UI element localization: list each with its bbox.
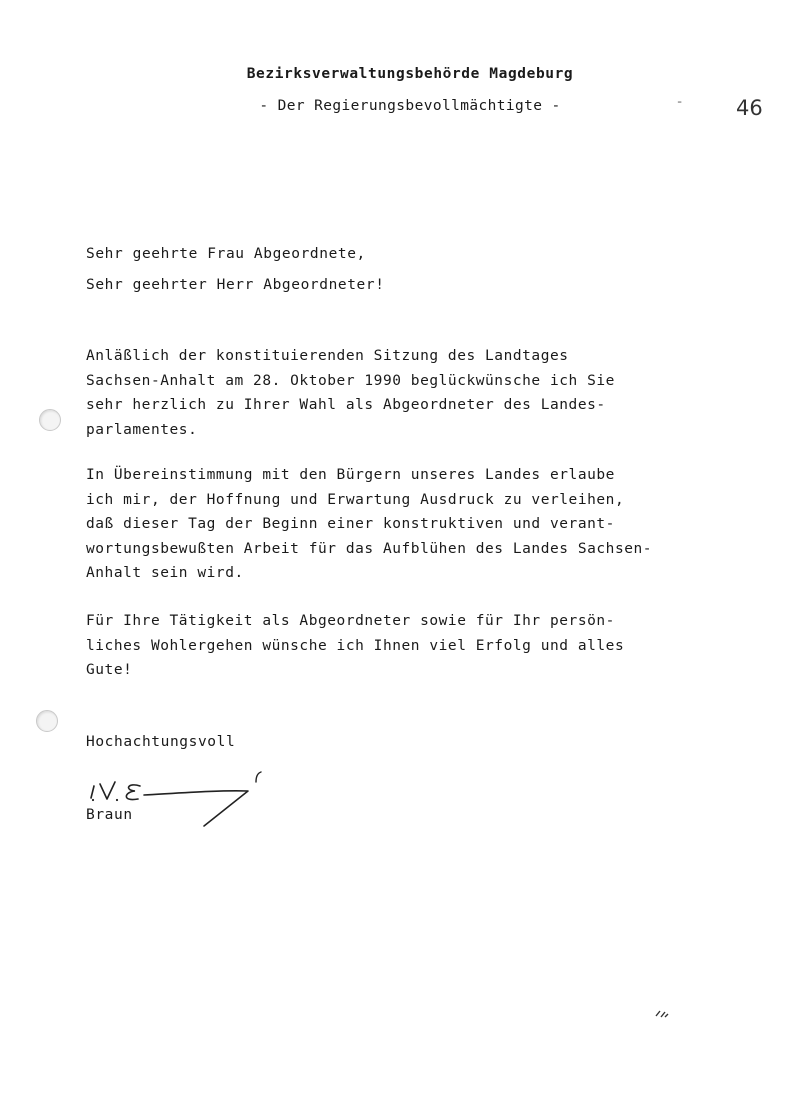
salutation-line-1: Sehr geehrte Frau Abgeordnete, <box>86 246 366 262</box>
closing-greeting: Hochachtungsvoll <box>86 734 236 750</box>
paragraph-congratulation <box>86 344 686 442</box>
paragraph-line: Gute! <box>86 662 133 678</box>
signature-initials: i.V. <box>80 762 83 763</box>
paragraph-line: Für Ihre Tätigkeit als Abgeordneter sowie für Ihr persön- <box>86 613 615 629</box>
paragraph-line: daß dieser Tag der Beginn einer konstruktiven und verant- <box>86 516 615 532</box>
punch-hole-bottom <box>36 710 58 732</box>
margin-tick-mark: ˉ <box>676 100 684 114</box>
ink-speck <box>654 1008 670 1020</box>
paragraph-line: Sachsen-Anhalt am 28. Oktober 1990 beglückwünsche ich Sie <box>86 372 615 389</box>
paragraph-line: sehr herzlich zu Ihrer Wahl als Abgeordneter des Landes- <box>86 397 606 413</box>
paragraph-line: parlamentes. <box>86 421 198 438</box>
punch-hole-top <box>39 409 61 431</box>
paragraph-line: Anhalt sein wird. <box>86 565 244 581</box>
signer-name: Braun <box>86 807 133 823</box>
paragraph-line: Anläßlich der konstituierenden Sitzung des Landtages <box>86 348 569 364</box>
salutation-line-2: Sehr geehrter Herr Abgeordneter! <box>86 277 385 293</box>
paragraph-line: liches Wohlergehen wünsche ich Ihnen viel Erfolg und alles <box>86 637 625 654</box>
paragraph-line: wortungsbewußten Arbeit für das Aufblühen des Landes Sachsen- <box>86 540 653 557</box>
page-number: 46 <box>736 96 763 120</box>
paragraph-line: ich mir, der Hoffnung und Erwartung Ausdruck zu verleihen, <box>86 491 625 508</box>
paragraph-line: In Übereinstimmung mit den Bürgern unseres Landes erlaube <box>86 467 615 483</box>
authority-subtitle: - Der Regierungsbevollmächtigte - <box>259 98 561 114</box>
paragraph-hope <box>86 463 686 586</box>
authority-heading: Bezirksverwaltungsbehörde Magdeburg <box>246 66 574 82</box>
paragraph-wishes <box>86 609 686 683</box>
